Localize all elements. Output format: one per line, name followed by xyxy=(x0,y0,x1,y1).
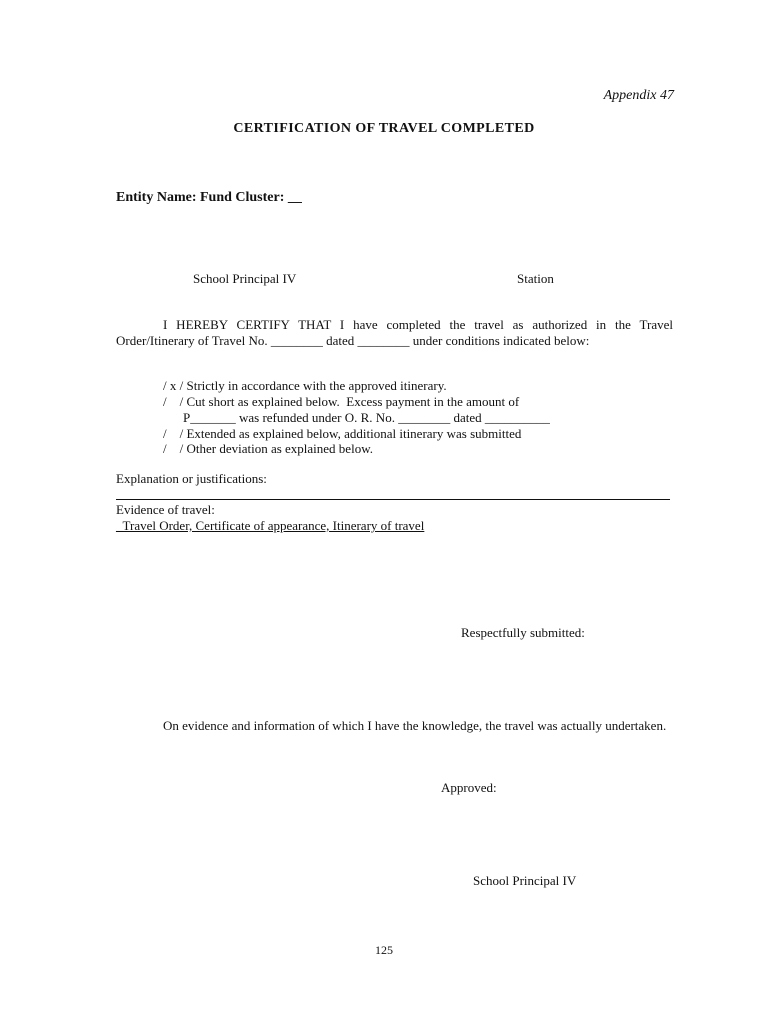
page-title: CERTIFICATION OF TRAVEL COMPLETED xyxy=(233,121,535,136)
attestation-paragraph: On evidence and information of which I have the knowledge, the travel was actually undertaken. xyxy=(163,718,667,733)
station-label: Station xyxy=(517,271,554,286)
option-other-deviation: / / Other deviation as explained below. xyxy=(163,441,373,456)
respectfully-submitted: Respectfully submitted: xyxy=(461,625,585,640)
explanation-line xyxy=(116,499,670,500)
appendix-label: Appendix 47 xyxy=(603,88,674,103)
option-cut-short: / / Cut short as explained below. Excess payment in the amount of xyxy=(163,394,520,409)
entity-name-line: Entity Name: Fund Cluster: __ xyxy=(116,190,302,205)
option-extended: / / Extended as explained below, additional itinerary was submitted xyxy=(163,426,522,441)
approver-position: School Principal IV xyxy=(473,873,577,888)
option-strictly: / x / Strictly in accordance with the approved itinerary. xyxy=(163,378,447,393)
certification-paragraph: I HEREBY CERTIFY THAT I have completed the travel as authorized in the Travel Order/Itinerary of Travel No. ________ dated ________ under conditions indicated below: xyxy=(116,317,673,348)
evidence-label: Evidence of travel: xyxy=(116,502,215,517)
approved-label: Approved: xyxy=(441,780,497,795)
option-cut-short-refund: P_______ was refunded under O. R. No. ________ dated __________ xyxy=(183,410,550,425)
traveler-position: School Principal IV xyxy=(193,271,297,286)
explanation-label: Explanation or justifications: xyxy=(116,471,267,486)
evidence-value: _Travel Order, Certificate of appearance, Itinerary of travel xyxy=(116,518,425,533)
page-number: 125 xyxy=(375,943,393,957)
